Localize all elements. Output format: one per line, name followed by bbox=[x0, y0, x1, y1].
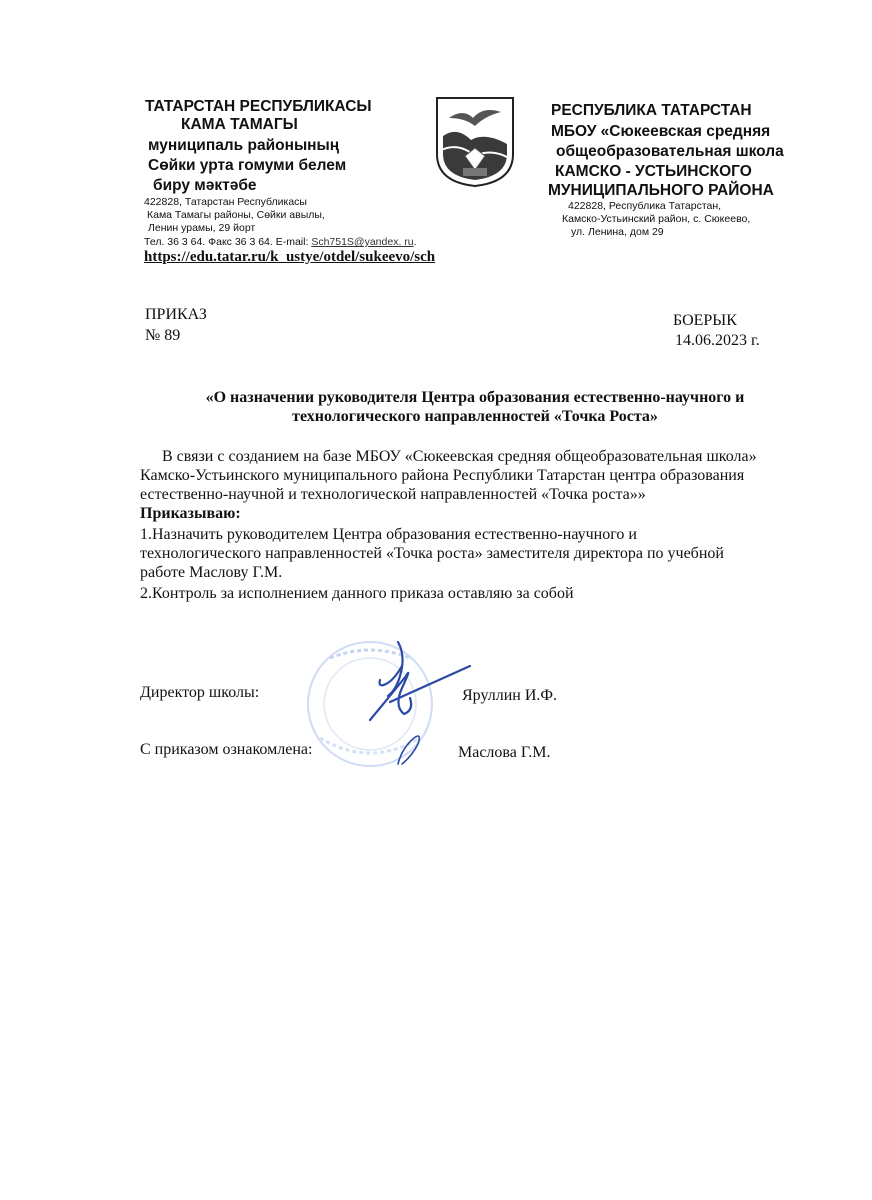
tatar-address-line: Кама Тамагы районы, Сөйки авылы, bbox=[147, 209, 325, 221]
acknowledged-label: С приказом ознакомлена: bbox=[140, 741, 313, 758]
director-signature-icon bbox=[350, 636, 490, 726]
tatar-header-line: биру мәктәбе bbox=[153, 177, 257, 194]
order-title-line: технологического направленностей «Точка Роста» bbox=[292, 408, 658, 425]
russian-header-line: общеобразовательная школа bbox=[556, 143, 784, 160]
order-item-line: 1.Назначить руководителем Центра образования естественно-научного и bbox=[140, 526, 637, 543]
body-paragraph-line: естественно-научной и технологической направленностей «Точка роста»» bbox=[140, 486, 646, 503]
order-date: 14.06.2023 г. bbox=[675, 332, 760, 349]
tatar-address-line: Ленин урамы, 29 йорт bbox=[148, 222, 256, 234]
russian-header-line: МБОУ «Сюкеевская средняя bbox=[551, 123, 771, 140]
order-title-line: «О назначении руководителя Центра образования естественно-научного и bbox=[205, 389, 745, 406]
coat-of-arms-icon bbox=[435, 96, 515, 188]
acknowledged-name: Маслова Г.М. bbox=[458, 744, 551, 761]
body-paragraph-line: Камско-Устьинского муниципального района Республики Татарстан центра образования bbox=[140, 467, 745, 484]
russian-address-line: Камско-Устьинский район, с. Сюкеево, bbox=[562, 213, 751, 225]
body-paragraph-line: В связи с созданием на базе МБОУ «Сюкеевская средняя общеобразовательная школа» bbox=[162, 448, 757, 465]
order-label-tatar: БОЕРЫК bbox=[673, 312, 737, 329]
russian-address-line: 422828, Республика Татарстан, bbox=[568, 200, 722, 212]
phone-fax-text: Тел. 36 3 64. Факс 36 3 64. E-mail: bbox=[144, 236, 309, 248]
russian-header-line: МУНИЦИПАЛЬНОГО РАЙОНА bbox=[548, 182, 774, 199]
email-link[interactable]: Sch751S@yandex. ru bbox=[311, 236, 414, 248]
russian-header-line: КАМСКО - УСТЬИНСКОГО bbox=[555, 163, 752, 180]
school-website-link[interactable]: https://edu.tatar.ru/k_ustye/otdel/sukeevo/sch bbox=[144, 249, 436, 265]
tatar-header-line: ТАТАРСТАН РЕСПУБЛИКАСЫ bbox=[145, 98, 372, 115]
email-suffix: . bbox=[413, 236, 417, 248]
tatar-header-line: Сөйки урта гомуми белем bbox=[148, 157, 347, 174]
order-item-line: технологического направленностей «Точка роста» заместителя директора по учебной bbox=[140, 545, 724, 562]
order-item-line: 2.Контроль за исполнением данного приказа оставляю за собой bbox=[140, 585, 574, 602]
contact-line bbox=[144, 236, 417, 250]
tatar-header-line: муниципаль районының bbox=[148, 137, 340, 154]
director-name: Яруллин И.Ф. bbox=[462, 687, 558, 704]
russian-address-line: ул. Ленина, дом 29 bbox=[571, 226, 664, 238]
tatar-address-line: 422828, Татарстан Республикасы bbox=[144, 196, 307, 208]
order-item-line: работе Маслову Г.М. bbox=[140, 564, 283, 581]
order-number: № 89 bbox=[145, 327, 181, 344]
director-label: Директор школы: bbox=[140, 684, 260, 701]
acknowledgement-signature-icon bbox=[392, 730, 432, 770]
russian-header-line: РЕСПУБЛИКА ТАТАРСТАН bbox=[551, 102, 752, 119]
tatar-header-line: КАМА ТАМАГЫ bbox=[181, 116, 298, 133]
order-label: ПРИКАЗ bbox=[145, 306, 207, 323]
order-directive: Приказываю: bbox=[140, 505, 241, 522]
